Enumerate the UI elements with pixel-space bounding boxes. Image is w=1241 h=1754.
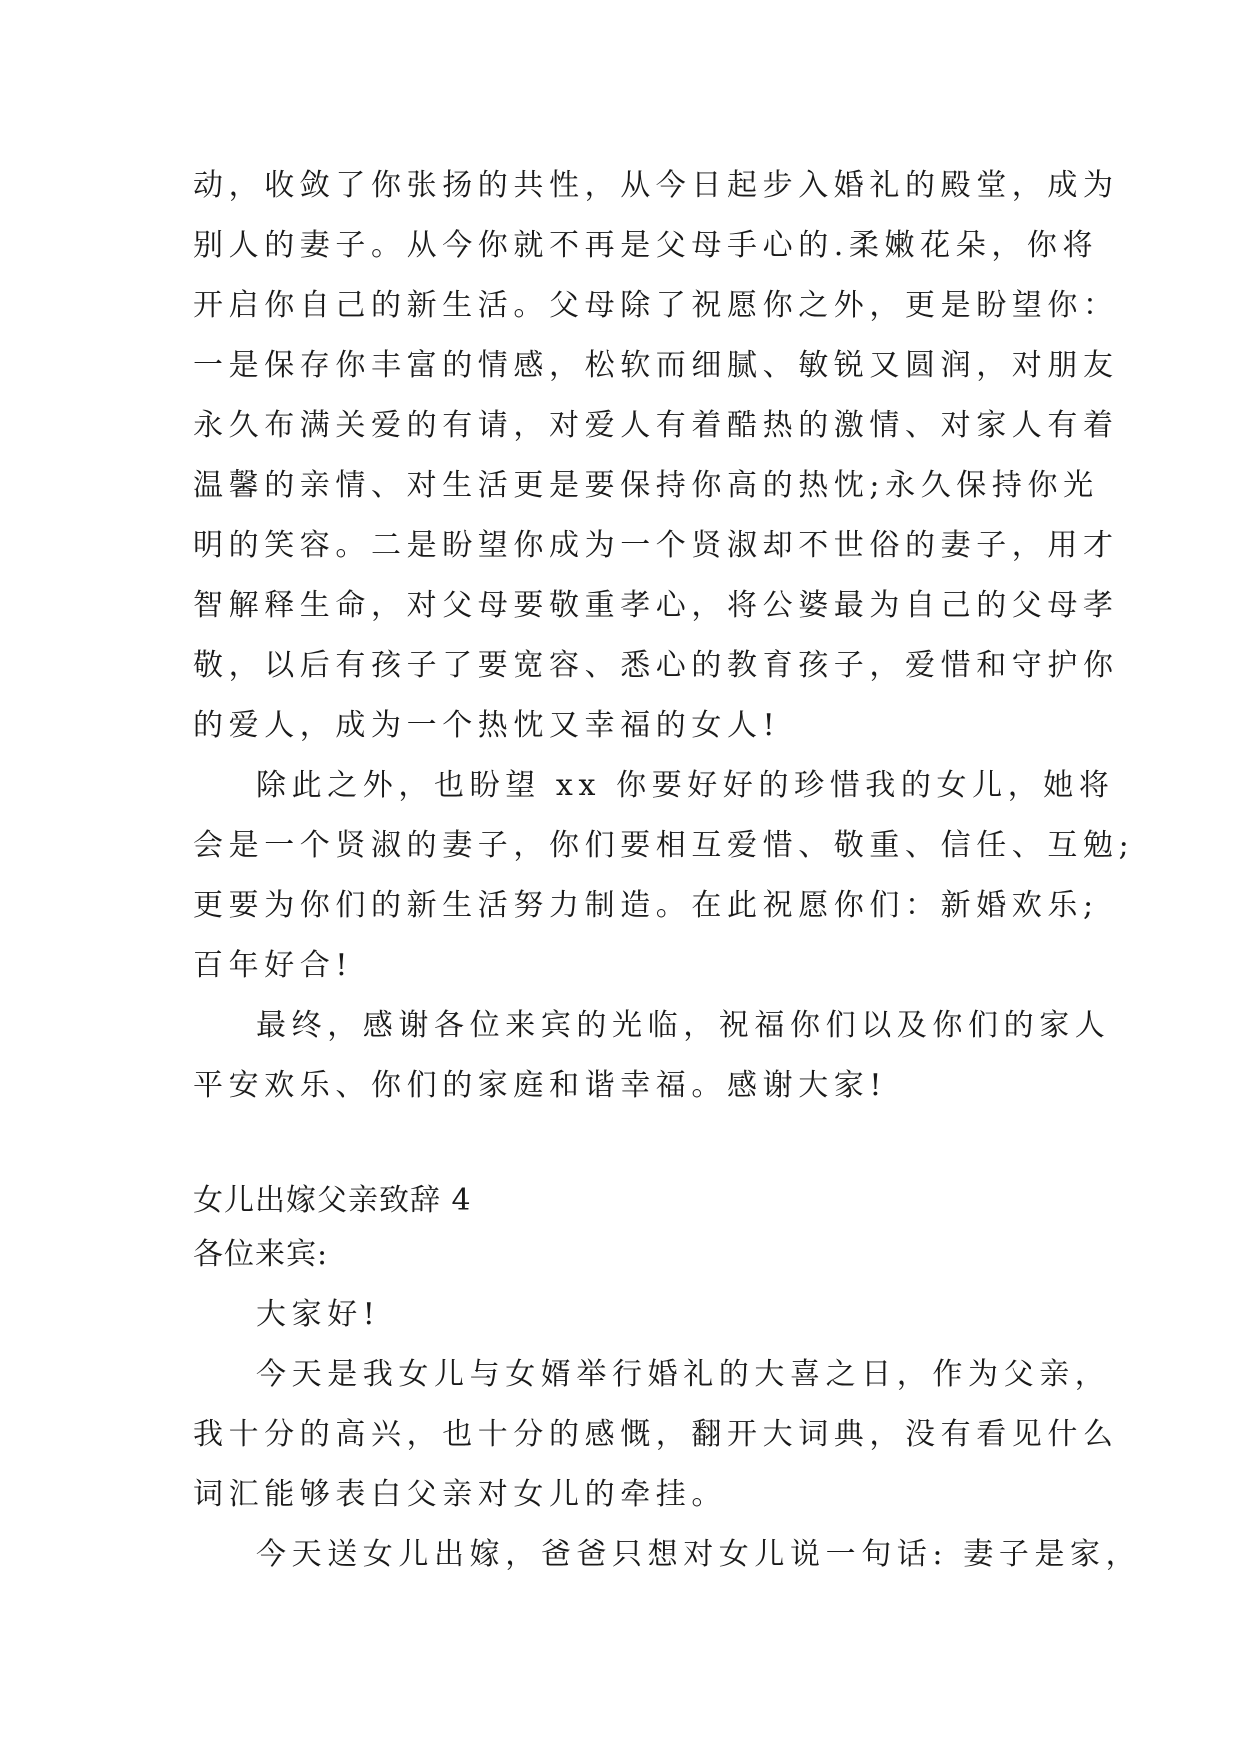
salutation: 各位来宾: [193, 1237, 329, 1272]
text-line: 我十分的高兴，也十分的感慨，翻开大词典，没有看见什么 [193, 1417, 1119, 1452]
greeting: 大家好! [256, 1297, 381, 1332]
text-line: 温馨的亲情、对生活更是要保持你高的热忱;永久保持你光 [193, 468, 1099, 503]
text-line: 更要为你们的新生活努力制造。在此祝愿你们：新婚欢乐; [193, 888, 1099, 923]
text-line: 智解释生命，对父母要敬重孝心，将公婆最为自己的父母孝 [193, 588, 1119, 623]
text-line: 敬，以后有孩子了要宽容、悉心的教育孩子，爱惜和守护你 [193, 648, 1119, 683]
text-line: 今天送女儿出嫁，爸爸只想对女儿说一句话: 妻子是家， [256, 1537, 1142, 1572]
text-line: 百年好合! [193, 948, 354, 983]
text-line: 明的笑容。二是盼望你成为一个贤淑却不世俗的妻子，用才 [193, 528, 1119, 563]
text-line: 最终，感谢各位来宾的光临，祝福你们以及你们的家人 [256, 1008, 1111, 1043]
text-line: 永久布满关爱的有请，对爱人有着酷热的激情、对家人有着 [193, 408, 1119, 443]
text-line: 除此之外，也盼望 xx 你要好好的珍惜我的女儿，她将 [256, 768, 1115, 803]
text-line: 一是保存你丰富的情感，松软而细腻、敏锐又圆润，对朋友 [193, 348, 1119, 383]
text-line: 别人的妻子。从今你就不再是父母手心的.柔嫩花朵，你将 [193, 228, 1099, 263]
text-line: 会是一个贤淑的妻子，你们要相互爱惜、敬重、信任、互勉; [193, 828, 1135, 863]
text-line: 平安欢乐、你们的家庭和谐幸福。感谢大家! [193, 1068, 888, 1103]
text-line: 动，收敛了你张扬的共性，从今日起步入婚礼的殿堂，成为 [193, 168, 1119, 203]
text-line: 今天是我女儿与女婿举行婚礼的大喜之日，作为父亲， [256, 1357, 1111, 1392]
text-line: 词汇能够表白父亲对女儿的牵挂。 [193, 1477, 727, 1512]
section-heading: 女儿出嫁父亲致辞 4 [193, 1183, 472, 1218]
text-line: 的爱人，成为一个热忱又幸福的女人! [193, 708, 781, 743]
text-line: 开启你自己的新生活。父母除了祝愿你之外，更是盼望你： [193, 288, 1119, 323]
